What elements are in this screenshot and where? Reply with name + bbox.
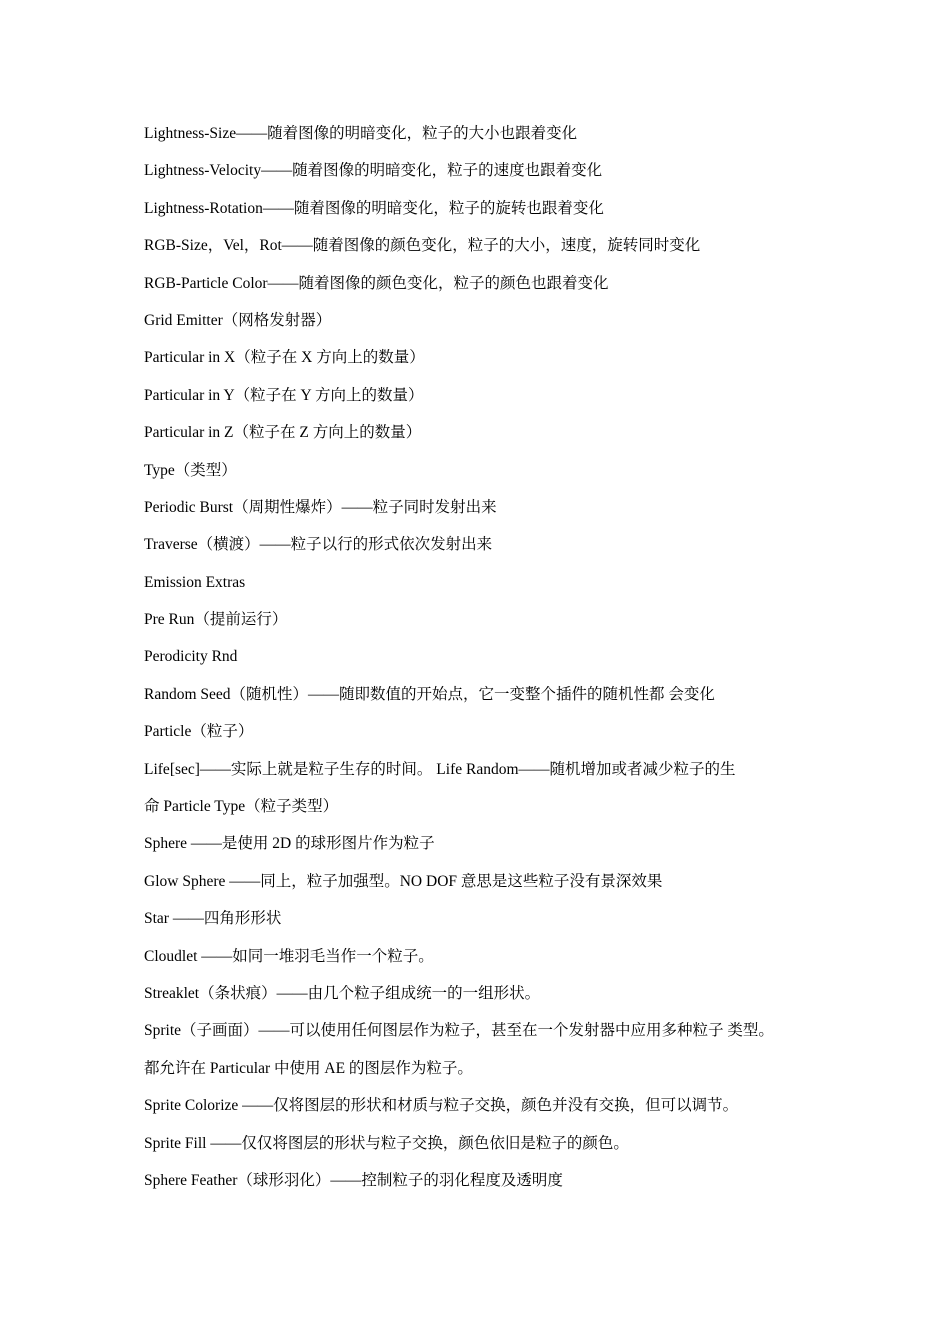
- text-line: Sphere Feather（球形羽化）——控制粒子的羽化程度及透明度: [144, 1171, 563, 1189]
- text-line: Sprite（子画面）——可以使用任何图层作为粒子，甚至在一个发射器中应用多种粒子 类型。: [144, 1022, 774, 1040]
- text-line: Periodic Burst（周期性爆炸）——粒子同时发射出来: [144, 498, 497, 516]
- text-line: Emission Extras: [144, 573, 246, 591]
- text-line: Particular in Y（粒子在 Y 方向上的数量）: [144, 386, 424, 404]
- text-line: RGB-Particle Color——随着图像的颜色变化，粒子的颜色也跟着变化: [144, 274, 609, 292]
- text-line: Grid Emitter（网格发射器）: [144, 311, 332, 329]
- text-line: Sprite Colorize ——仅将图层的形状和材质与粒子交换，颜色并没有交换，但可以调节。: [144, 1097, 739, 1115]
- text-line: Cloudlet ——如同一堆羽毛当作一个粒子。: [144, 947, 434, 965]
- text-line: Star ——四角形形状: [144, 910, 282, 928]
- text-line: Sprite Fill ——仅仅将图层的形状与粒子交换，颜色依旧是粒子的颜色。: [144, 1134, 629, 1152]
- text-line: RGB-Size，Vel，Rot——随着图像的颜色变化，粒子的大小，速度，旋转同时变化: [144, 237, 701, 255]
- text-line: Particular in Z（粒子在 Z 方向上的数量）: [144, 424, 422, 442]
- text-line: Pre Run（提前运行）: [144, 611, 288, 629]
- text-line: Traverse（横渡）——粒子以行的形式依次发射出来: [144, 536, 493, 554]
- text-line: 都允许在 Particular 中使用 AE 的图层作为粒子。: [144, 1059, 473, 1077]
- text-line: Random Seed（随机性）——随即数值的开始点，它一变整个插件的随机性都 会变化: [144, 685, 715, 703]
- text-line: Perodicity Rnd: [144, 648, 238, 666]
- text-line: 命 Particle Type（粒子类型）: [144, 798, 339, 816]
- text-line: Particle（粒子）: [144, 723, 254, 741]
- text-line: Life[sec]——实际上就是粒子生存的时间。 Life Random——随机增加或者减少粒子的生: [144, 760, 736, 778]
- text-line: Glow Sphere ——同上，粒子加强型。NO DOF 意思是这些粒子没有景深效果: [144, 872, 663, 890]
- text-line: Streaklet（条状痕）——由几个粒子组成统一的一组形状。: [144, 984, 541, 1002]
- text-line: Particular in X（粒子在 X 方向上的数量）: [144, 349, 425, 367]
- text-line: Sphere ——是使用 2D 的球形图片作为粒子: [144, 835, 435, 853]
- text-line: Lightness-Size——随着图像的明暗变化，粒子的大小也跟着变化: [144, 125, 578, 142]
- text-line: Type（类型）: [144, 461, 237, 479]
- text-lines: [144, 123, 824, 1207]
- text-line: Lightness-Velocity——随着图像的明暗变化，粒子的速度也跟着变化: [144, 162, 603, 180]
- text-line: Lightness-Rotation——随着图像的明暗变化，粒子的旋转也跟着变化: [144, 199, 604, 217]
